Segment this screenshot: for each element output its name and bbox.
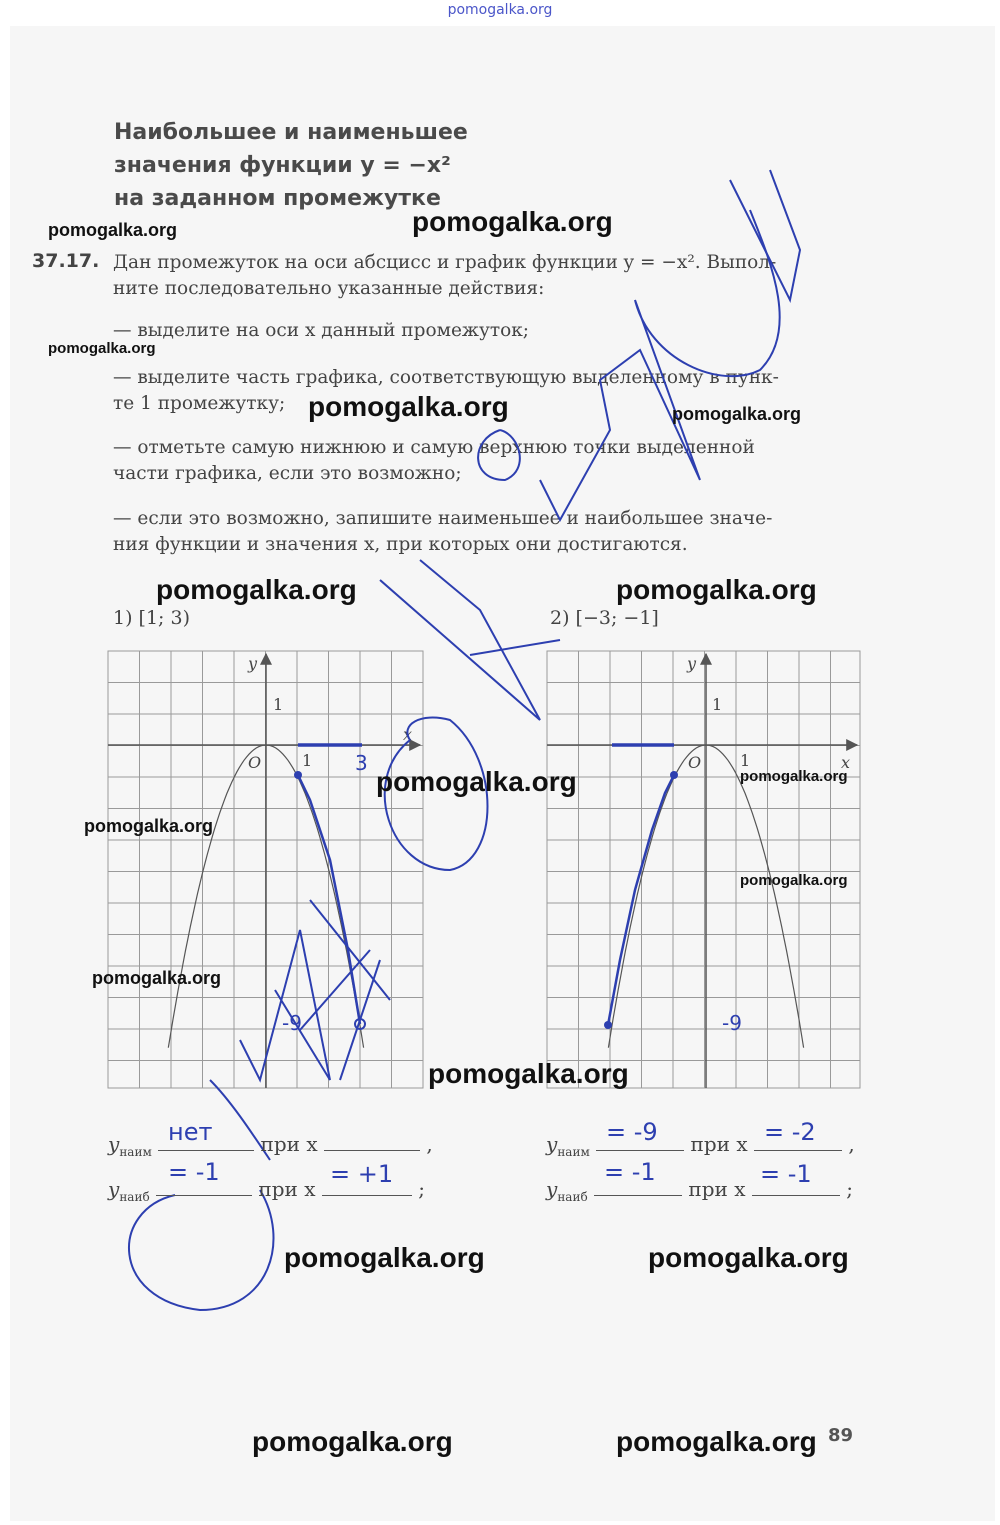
intro-line-1: Дан промежуток на оси абсцисс и график функции y = −x². Выпол-	[113, 252, 777, 273]
task-1-min-x-field[interactable]	[324, 1130, 420, 1151]
task-2-max-x: = -1	[760, 1160, 812, 1188]
step-2-line-1: — выделите часть графика, соответствующую выделенному в пунк-	[113, 367, 779, 388]
title-line-2: значения функции y = −x²	[114, 153, 451, 178]
task-2-max-at: при x	[688, 1177, 746, 1201]
task-1-label: 1) [1; 3)	[113, 607, 190, 629]
watermark-12: pomogalka.org	[92, 968, 222, 988]
graph-1	[108, 651, 423, 1088]
page-number: 89	[828, 1425, 854, 1446]
exercise-number: 37.17.	[32, 250, 100, 272]
watermark-13: pomogalka.org	[428, 1058, 629, 1089]
task-2-min-label: наим	[557, 1145, 590, 1159]
task-1-max-label: наиб	[119, 1190, 150, 1204]
graph-1-origin: O	[248, 753, 262, 772]
step-1: — выделите на оси x данный промежуток;	[113, 320, 530, 341]
watermark-9: pomogalka.org	[740, 768, 848, 785]
task-2-max-value: = -1	[604, 1158, 656, 1186]
graph-1-x-label: x	[403, 725, 413, 744]
watermark-7: pomogalka.org	[616, 574, 817, 605]
task-2-max-label: наиб	[557, 1190, 588, 1204]
watermark-2: pomogalka.org	[412, 206, 613, 237]
task-1-max-answer: $y_{наиб}$ при x ;	[108, 1177, 425, 1204]
watermark-14: pomogalka.org	[284, 1242, 485, 1273]
graph-1-mark-minus-9: -9	[282, 1011, 302, 1035]
watermark-11: pomogalka.org	[740, 872, 848, 889]
task-1-min-value: нет	[168, 1118, 213, 1146]
graph-2-one-y: 1	[712, 695, 723, 714]
graph-2-min-point	[604, 1021, 612, 1029]
graph-1-y-label: y	[248, 654, 258, 673]
graph-2-mark-minus-9: -9	[722, 1011, 742, 1035]
watermark-8: pomogalka.org	[376, 766, 577, 797]
graph-1-mark-3: 3	[355, 751, 368, 775]
step-3-line-1: — отметьте самую нижнюю и самую верхнюю точки выделенной	[113, 437, 755, 458]
watermark-4: pomogalka.org	[308, 391, 509, 422]
graph-2-one-x: 1	[740, 751, 751, 770]
task-2-label: 2) [−3; −1]	[550, 607, 659, 629]
watermark-5: pomogalka.org	[672, 404, 802, 424]
task-2-min-answer: $y_{наим}$ при x ,	[546, 1132, 855, 1159]
watermark-16: pomogalka.org	[252, 1426, 453, 1457]
task-1-min-label: наим	[119, 1145, 152, 1159]
watermark-10: pomogalka.org	[84, 816, 214, 836]
task-2-max-answer: $y_{наиб}$ при x ;	[546, 1177, 853, 1204]
site-link[interactable]: pomogalka.org	[447, 2, 553, 18]
step-4-line-1: — если это возможно, запишите наименьшее и наибольшее значе-	[113, 508, 773, 529]
title-line-3: на заданном промежутке	[114, 186, 441, 211]
task-1-min-at: при x	[260, 1132, 318, 1156]
step-4-line-2: ния функции и значения x, при которых они достигаются.	[113, 534, 688, 555]
graph-1-one-y: 1	[273, 695, 284, 714]
title-line-1: Наибольшее и наименьшее	[114, 120, 468, 145]
watermark-15: pomogalka.org	[648, 1242, 849, 1273]
step-3-line-2: части графика, если это возможно;	[113, 463, 462, 484]
intro-line-2: ните последовательно указанные действия:	[113, 278, 545, 299]
watermark-1: pomogalka.org	[48, 220, 178, 240]
task-1-max-at: при x	[258, 1177, 316, 1201]
watermark-17: pomogalka.org	[616, 1426, 817, 1457]
graph-2-frame	[547, 651, 860, 1088]
graph-2-x-label: x	[841, 753, 851, 772]
task-2-min-x: = -2	[764, 1118, 816, 1146]
task-2-min-value: = -9	[606, 1118, 658, 1146]
graph-1-one-x: 1	[302, 751, 313, 770]
step-2-line-2: те 1 промежутку;	[113, 393, 286, 414]
graph-2	[547, 651, 860, 1088]
graph-2-origin: O	[688, 753, 702, 772]
task-1-max-x: = +1	[330, 1160, 394, 1188]
watermark-6: pomogalka.org	[156, 574, 357, 605]
task-1-min-answer: $y_{наим}$ при x ,	[108, 1132, 433, 1159]
graph-2-y-label: y	[687, 654, 697, 673]
graph-2-max-point	[670, 771, 678, 779]
task-2-min-at: при x	[690, 1132, 748, 1156]
task-1-max-value: = -1	[168, 1158, 220, 1186]
watermark-3: pomogalka.org	[48, 340, 156, 357]
graph-1-max-point	[294, 771, 302, 779]
